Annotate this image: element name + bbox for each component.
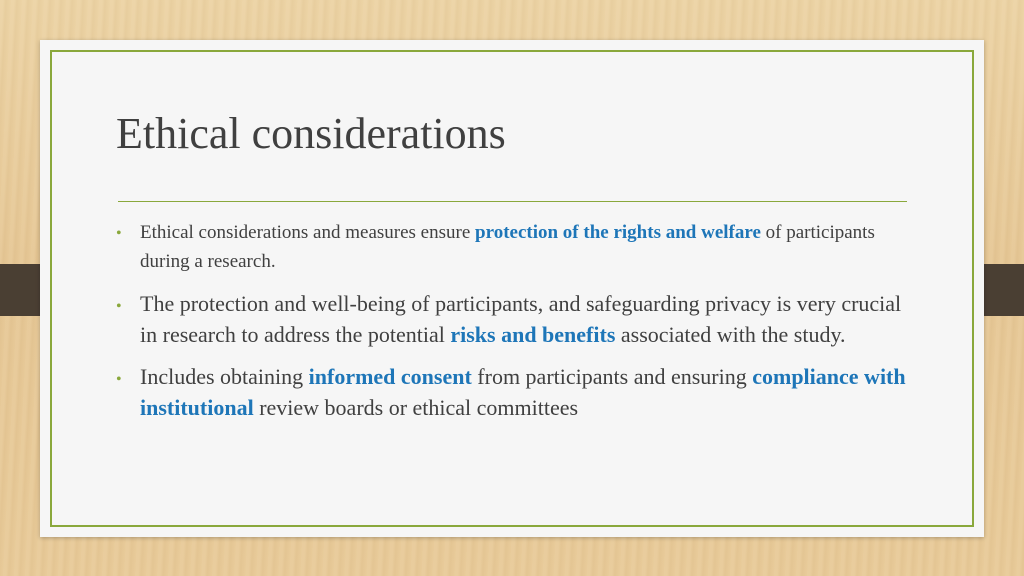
bullet-text: from participants and ensuring	[471, 364, 753, 389]
highlight-text: informed consent	[308, 364, 472, 389]
bullet-dot-icon: •	[116, 225, 122, 242]
bullet-dot-icon: •	[116, 371, 122, 388]
bullet-text: review boards or ethical committees	[253, 395, 579, 420]
highlight-text: protection of the rights and welfare	[475, 222, 761, 243]
bullet-list	[116, 218, 916, 434]
bullet-item	[116, 218, 916, 276]
highlight-text: risks and benefits	[450, 322, 616, 347]
bullet-text: associated with the study.	[615, 322, 846, 347]
slide-card	[40, 40, 984, 537]
bullet-text: Ethical considerations and measures ensure	[140, 222, 476, 243]
bullet-text: Includes obtaining	[140, 364, 309, 389]
highlight-text: compliance with institutional	[140, 364, 906, 420]
bullet-text: of participants during a research.	[140, 222, 875, 272]
bullet-dot-icon: •	[116, 298, 122, 315]
slide-title: Ethical considerations	[116, 109, 506, 158]
bullet-item	[116, 361, 916, 423]
bullet-item	[116, 288, 916, 350]
bullet-text: The protection and well-being of participants, and safeguarding privacy is very crucial in research to address the potential	[140, 291, 902, 347]
title-divider	[118, 201, 907, 202]
